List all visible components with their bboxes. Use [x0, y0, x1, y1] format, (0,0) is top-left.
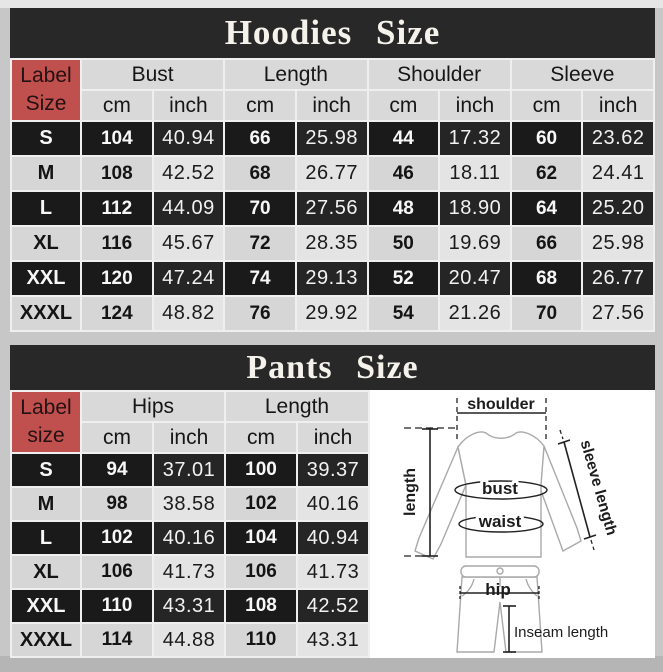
hoodies-unit-header-cm: cm [82, 91, 152, 120]
inch-value: 40.94 [298, 522, 368, 554]
inch-value: 25.20 [583, 192, 653, 225]
cm-value: 52 [369, 262, 439, 295]
hoodies-unit-header-cm: cm [512, 91, 582, 120]
inch-value: 29.13 [297, 262, 367, 295]
hoodies-title-bar [10, 8, 655, 58]
inch-value: 21.26 [440, 297, 510, 330]
inch-value: 42.52 [298, 590, 368, 622]
hoodies-unit-header-inch: inch [440, 91, 510, 120]
hoodies-unit-header-cm: cm [225, 91, 295, 120]
inch-value: 41.73 [154, 556, 224, 588]
inch-value: 40.16 [298, 488, 368, 520]
measurement-diagram-svg [370, 390, 655, 658]
pants-table [10, 390, 370, 658]
sleeve-length-label: sleeve length [576, 438, 621, 538]
size-label: L [12, 522, 80, 554]
table-row [12, 454, 368, 486]
table-row [12, 227, 653, 260]
waist-label: waist [478, 512, 522, 531]
cm-value: 104 [226, 522, 296, 554]
cm-value: 54 [369, 297, 439, 330]
cm-value: 62 [512, 157, 582, 190]
cm-value: 48 [369, 192, 439, 225]
hoodies-size-section [10, 8, 655, 332]
cm-value: 68 [225, 157, 295, 190]
left-sleeve [415, 447, 466, 559]
inch-value: 29.92 [297, 297, 367, 330]
cm-value: 120 [82, 262, 152, 295]
cm-value: 106 [226, 556, 296, 588]
cm-value: 70 [225, 192, 295, 225]
size-label: S [12, 122, 80, 155]
label-line2: size [27, 424, 65, 447]
inch-value: 25.98 [297, 122, 367, 155]
cm-value: 68 [512, 262, 582, 295]
label-line2: Size [25, 92, 67, 115]
inch-value: 24.41 [583, 157, 653, 190]
table-row [12, 556, 368, 588]
inch-value: 43.31 [298, 624, 368, 656]
inch-value: 17.32 [440, 122, 510, 155]
hoodies-group-header-bust: Bust [82, 60, 223, 89]
hoodies-unit-header-row [12, 91, 653, 120]
cm-value: 60 [512, 122, 582, 155]
size-label: L [12, 192, 80, 225]
pants-group-header-hips: Hips [82, 392, 224, 421]
cm-value: 44 [369, 122, 439, 155]
cm-value: 70 [512, 297, 582, 330]
bust-label: bust [482, 479, 518, 498]
size-label: XXL [12, 590, 80, 622]
pants-title-bar [10, 345, 655, 390]
cm-value: 50 [369, 227, 439, 260]
pants-label-size-header [12, 392, 80, 452]
sleeve-dash-top [560, 430, 563, 439]
inch-value: 26.77 [583, 262, 653, 295]
label-line1: Label [20, 396, 72, 419]
inch-value: 19.69 [440, 227, 510, 260]
hoodies-group-header-row [12, 60, 653, 89]
sleeve-dash-bottom [591, 540, 594, 550]
table-row [12, 262, 653, 295]
size-label: XL [12, 556, 80, 588]
pants-group-header-length: Length [226, 392, 368, 421]
cm-value: 124 [82, 297, 152, 330]
cm-value: 102 [82, 522, 152, 554]
hoodies-unit-header-inch: inch [583, 91, 653, 120]
inch-value: 40.94 [154, 122, 224, 155]
inch-value: 38.58 [154, 488, 224, 520]
cm-value: 108 [226, 590, 296, 622]
size-label: XXL [12, 262, 80, 295]
cm-value: 46 [369, 157, 439, 190]
cm-value: 100 [226, 454, 296, 486]
table-row [12, 522, 368, 554]
pants-unit-header-inch: inch [154, 423, 224, 452]
inch-value: 47.24 [154, 262, 224, 295]
cm-value: 110 [82, 590, 152, 622]
table-row [12, 157, 653, 190]
cm-value: 110 [226, 624, 296, 656]
length-label: length [402, 468, 419, 516]
inch-value: 25.98 [583, 227, 653, 260]
pants-group-header-row [12, 392, 368, 421]
inch-value: 23.62 [583, 122, 653, 155]
inch-value: 27.56 [297, 192, 367, 225]
inch-value: 18.11 [440, 157, 510, 190]
pants-unit-header-inch: inch [298, 423, 368, 452]
inch-value: 40.16 [154, 522, 224, 554]
size-label: XXXL [12, 297, 80, 330]
hoodies-label-size-header [12, 60, 80, 120]
size-label: M [12, 157, 80, 190]
inch-value: 20.47 [440, 262, 510, 295]
pants-size-section [10, 345, 655, 658]
inch-value: 41.73 [298, 556, 368, 588]
hoodies-group-header-sleeve: Sleeve [512, 60, 653, 89]
cm-value: 116 [82, 227, 152, 260]
cm-value: 98 [82, 488, 152, 520]
inch-value: 27.56 [583, 297, 653, 330]
pants-unit-header-cm: cm [82, 423, 152, 452]
hoodies-unit-header-inch: inch [297, 91, 367, 120]
table-row [12, 624, 368, 656]
table-row [12, 192, 653, 225]
cm-value: 112 [82, 192, 152, 225]
hoodies-table-body [12, 122, 653, 330]
hip-label: hip [485, 580, 511, 599]
pants-title-text: Pants Size [246, 348, 419, 386]
hoodies-title-text: Hoodies Size [224, 13, 441, 52]
inch-value: 44.88 [154, 624, 224, 656]
cm-value: 94 [82, 454, 152, 486]
size-label: XL [12, 227, 80, 260]
inch-value: 18.90 [440, 192, 510, 225]
cm-value: 104 [82, 122, 152, 155]
label-line1: Label [20, 64, 72, 87]
table-row [12, 488, 368, 520]
inch-value: 37.01 [154, 454, 224, 486]
pants-lower-area [10, 390, 655, 658]
cm-value: 66 [225, 122, 295, 155]
cm-value: 74 [225, 262, 295, 295]
inch-value: 43.31 [154, 590, 224, 622]
cm-value: 114 [82, 624, 152, 656]
cm-value: 108 [82, 157, 152, 190]
table-row [12, 297, 653, 330]
cm-value: 102 [226, 488, 296, 520]
inch-value: 28.35 [297, 227, 367, 260]
size-label: M [12, 488, 80, 520]
pants-unit-header-cm: cm [226, 423, 296, 452]
shoulder-label: shoulder [467, 396, 535, 413]
inch-value: 45.67 [154, 227, 224, 260]
cm-value: 106 [82, 556, 152, 588]
hoodies-group-header-shoulder: Shoulder [369, 60, 510, 89]
size-label: XXXL [12, 624, 80, 656]
pants-table-body [12, 454, 368, 656]
measurement-diagram [370, 390, 655, 658]
inch-value: 39.37 [298, 454, 368, 486]
inseam-length-label: Inseam length [514, 624, 609, 641]
inch-value: 44.09 [154, 192, 224, 225]
cm-value: 64 [512, 192, 582, 225]
hoodies-table [10, 58, 655, 332]
hoodies-unit-header-cm: cm [369, 91, 439, 120]
inch-value: 26.77 [297, 157, 367, 190]
hoodies-group-header-length: Length [225, 60, 366, 89]
cm-value: 72 [225, 227, 295, 260]
size-label: S [12, 454, 80, 486]
table-row [12, 590, 368, 622]
cm-value: 66 [512, 227, 582, 260]
inch-value: 48.82 [154, 297, 224, 330]
inch-value: 42.52 [154, 157, 224, 190]
cm-value: 76 [225, 297, 295, 330]
table-row [12, 122, 653, 155]
right-sleeve [540, 446, 581, 551]
hoodies-unit-header-inch: inch [154, 91, 224, 120]
